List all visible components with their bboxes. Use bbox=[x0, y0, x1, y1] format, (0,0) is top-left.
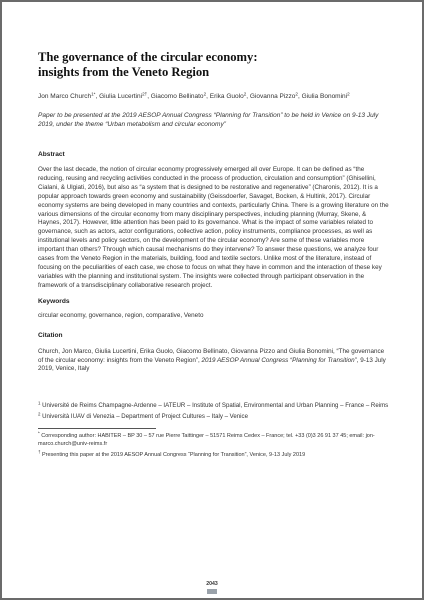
footnote-rule bbox=[38, 428, 156, 429]
page-footer-mark bbox=[207, 589, 217, 594]
author-list: Jon Marco Church$^{1*}$, Giulia Lucertini$^{2\dagger}$, Giacomo Bellinato$^2$, Erika Guolo$^2$, Giovanna Pizzo$^2$, Giulia Bonomini$^2$ bbox=[38, 91, 350, 100]
presentation-note: Paper to be presented at the 2019 AESOP Annual Congress “Planning for Transition” to be held in Venice on 9-13 July 2019, under the theme “Urban metabolism and circular economy” bbox=[38, 112, 379, 128]
keywords-text: circular economy, governance, region, comparative, Veneto bbox=[38, 311, 204, 319]
document-page bbox=[2, 2, 422, 598]
footnote-corresponding: * Corresponding author: HABITER – BP 30 – 57 rue Pierre Taittinger – 51571 Reims Cedex – France; tel. +33 (0)3 26 91 37 45; email: jon-marco.church@univ-reims.fr bbox=[38, 430, 375, 447]
affiliation-1: $^1$ Université de Reims Champagne-Ardenne – IATEUR – Institute of Spatial, Environmental and Urban Planning – France – Reims bbox=[38, 400, 389, 410]
paper-title bbox=[38, 50, 390, 80]
keywords-heading: Keywords bbox=[38, 297, 70, 305]
footnote-presenting: † Presenting this paper at the 2019 AESOP Annual Congress “Planning for Transition”, Venice, 9-13 July 2019 bbox=[38, 449, 306, 459]
citation-text: Church, Jon Marco, Giulia Lucertini, Erika Guolo, Giacomo Bellinato, Giovanna Pizzo and Giulia Bonomini, “The governance of the circular economy: insights from the Veneto Region”, 2019 AESOP Annual Congress “Planning for Transition”, 9-13 July 2019, Venice, Italy bbox=[38, 347, 386, 373]
affiliations bbox=[38, 402, 390, 422]
affiliation-2: $^2$ Università IUAV di Venezia – Department of Project Cultures – Italy – Venice bbox=[38, 411, 248, 421]
abstract-text: Over the last decade, the notion of circular economy progressively emerged all over Europe. It can be defined as “the reducing, reusing and recycling activities conducted in the process of production, circulation and consumption” (Ghisellini, Cialani, & Ulgiati, 2016), but also as “a system that is designed to be restorative and regenerative” (Charonis, 2012). It is a popular approach towards green economy and sustainability (Geissdoerfer, Savaget, Bocken, & Hultink, 2017). Circular economy systems are being developed in many countries and contexts, particularly China. There is a growing literature on the various dimensions of the circular economy from many disciplinary perspectives, including planning (Murray, Skene, & Haynes, 2017). However, little attention has been paid to its governance. What is the impact of some variables related to governance, such as actors, actor configurations, collective action, policy instruments, compliance processes, as well as institutional levels and policy sectors, on the development of the circular economy? Are some of these variables more important than others? Through which causal mechanisms do they intervene? To answer these questions, we analyze four cases from the Veneto Region in the materials, building, food and textile sectors. Unlike most of the literature, instead of focusing on the peculiarities of each case, we chose to focus on what they have in common and the interaction of these key variables with the planning and institutional system. The insights were collected through participant observation in the framework of a transdisciplinary collaborative research project. bbox=[38, 166, 389, 289]
paper-content bbox=[38, 50, 390, 460]
paper-title-line1: The governance of the circular economy: bbox=[38, 50, 258, 64]
abstract-heading: Abstract bbox=[38, 151, 65, 158]
page-number: 2043 bbox=[206, 581, 218, 587]
citation-heading: Citation bbox=[38, 331, 63, 339]
paper-title-line2: insights from the Veneto Region bbox=[38, 65, 210, 79]
